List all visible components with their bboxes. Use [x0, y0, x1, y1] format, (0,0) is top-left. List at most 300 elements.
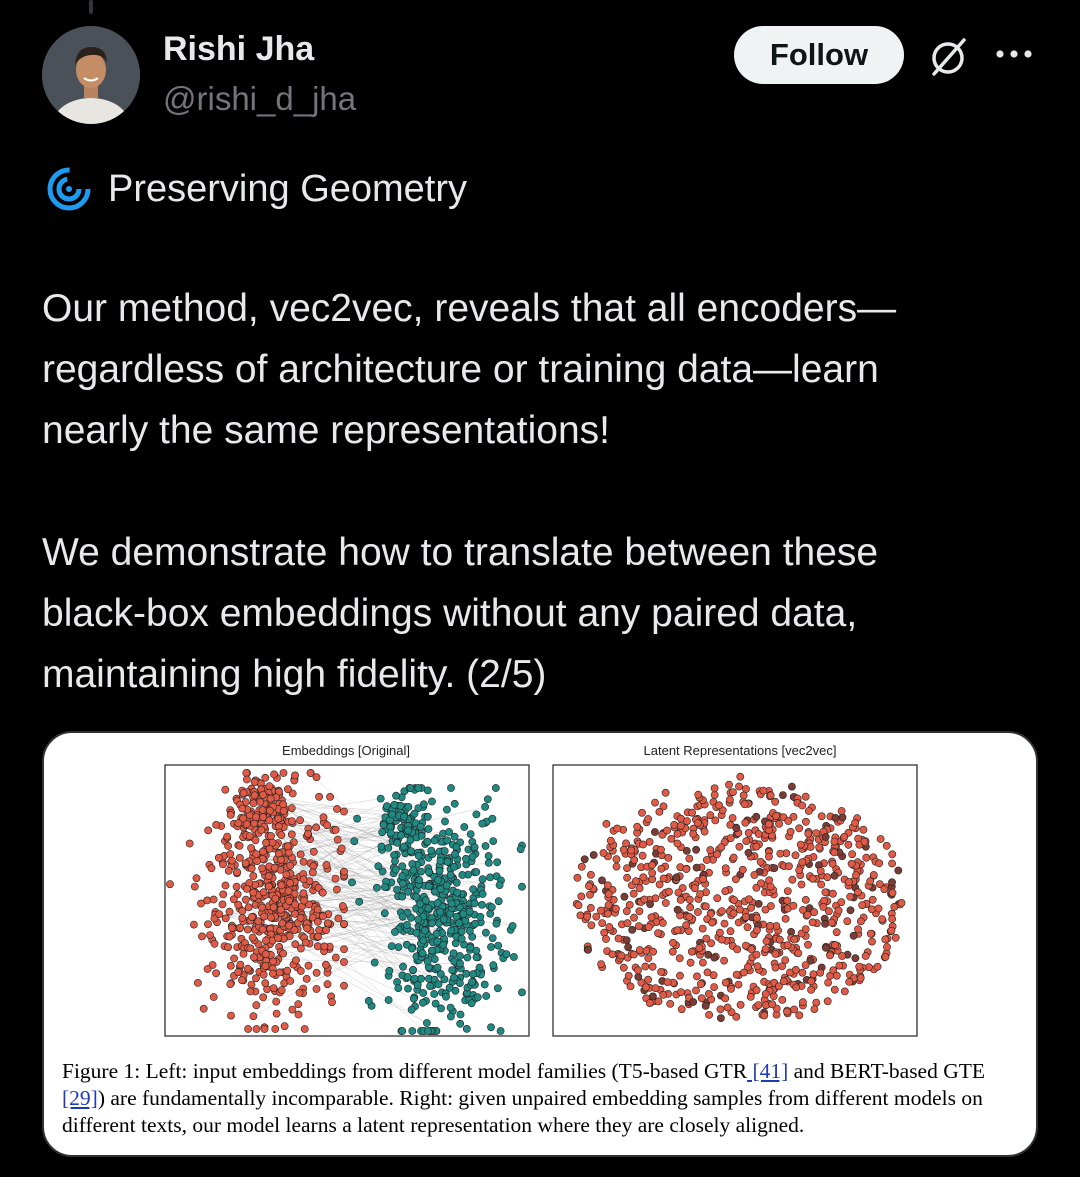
- latent-point: [732, 876, 739, 883]
- latent-point: [651, 828, 658, 835]
- gte-embedding-point: [473, 811, 480, 818]
- gte-embedding-point: [461, 823, 468, 830]
- gte-embedding-point: [485, 859, 492, 866]
- latent-point: [729, 789, 736, 796]
- latent-point: [648, 914, 655, 921]
- gtr-embedding-point: [296, 989, 303, 996]
- gtr-embedding-point: [297, 851, 304, 858]
- gtr-embedding-point: [280, 807, 287, 814]
- gte-embedding-point: [467, 944, 474, 951]
- gte-embedding-point: [399, 1027, 406, 1034]
- latent-point: [796, 825, 803, 832]
- latent-point: [686, 855, 693, 862]
- gte-embedding-point: [510, 953, 517, 960]
- latent-point: [642, 963, 649, 970]
- latent-point: [847, 893, 854, 900]
- latent-point: [782, 957, 789, 964]
- gte-embedding-point: [453, 843, 460, 850]
- latent-point: [777, 850, 784, 857]
- gtr-embedding-point: [258, 904, 265, 911]
- latent-point: [825, 979, 832, 986]
- gtr-embedding-point: [257, 798, 264, 805]
- gtr-embedding-point: [332, 826, 339, 833]
- latent-point: [730, 854, 737, 861]
- latent-point: [841, 833, 848, 840]
- gtr-embedding-point: [258, 826, 265, 833]
- gte-embedding-point: [451, 851, 458, 858]
- gtr-embedding-point: [324, 822, 331, 829]
- latent-point: [687, 959, 694, 966]
- gtr-embedding-point: [283, 871, 290, 878]
- latent-point: [598, 877, 605, 884]
- gtr-embedding-point: [222, 786, 229, 793]
- gtr-embedding-point: [250, 872, 257, 879]
- latent-point: [629, 926, 636, 933]
- latent-point: [689, 809, 696, 816]
- gtr-embedding-point: [197, 900, 204, 907]
- gtr-embedding-point: [323, 861, 330, 868]
- latent-point: [705, 990, 712, 997]
- gte-embedding-point: [446, 828, 453, 835]
- latent-point: [854, 926, 861, 933]
- latent-point: [590, 851, 597, 858]
- latent-point: [620, 846, 627, 853]
- latent-point: [636, 908, 643, 915]
- latent-point: [609, 951, 616, 958]
- gte-embedding-point: [389, 811, 396, 818]
- gtr-embedding-point: [253, 851, 260, 858]
- gte-embedding-point: [484, 796, 491, 803]
- latent-point: [724, 1004, 731, 1011]
- latent-point: [859, 902, 866, 909]
- latent-point: [578, 863, 585, 870]
- gte-embedding-point: [395, 985, 402, 992]
- gtr-embedding-point: [250, 800, 257, 807]
- gte-embedding-point: [464, 954, 471, 961]
- gte-embedding-point: [448, 927, 455, 934]
- gtr-embedding-point: [323, 927, 330, 934]
- latent-point: [766, 877, 773, 884]
- latent-point: [838, 899, 845, 906]
- latent-point: [711, 954, 718, 961]
- gte-embedding-point: [408, 945, 415, 952]
- latent-point: [655, 998, 662, 1005]
- latent-point: [817, 867, 824, 874]
- latent-point: [888, 879, 895, 886]
- gte-embedding-point: [450, 974, 457, 981]
- latent-point: [696, 944, 703, 951]
- latent-point: [742, 913, 749, 920]
- gte-embedding-point: [503, 951, 510, 958]
- latent-point: [767, 922, 774, 929]
- gte-embedding-point: [437, 857, 444, 864]
- latent-point: [574, 874, 581, 881]
- gte-embedding-point: [420, 989, 427, 996]
- gtr-embedding-point: [297, 967, 304, 974]
- latent-point: [822, 920, 829, 927]
- latent-point: [625, 944, 632, 951]
- latent-point: [808, 986, 815, 993]
- gte-embedding-point: [447, 1013, 454, 1020]
- gtr-embedding-point: [226, 908, 233, 915]
- latent-point: [833, 972, 840, 979]
- latent-point: [733, 1013, 740, 1020]
- gte-embedding-point: [392, 866, 399, 873]
- gtr-embedding-point: [273, 1010, 280, 1017]
- gte-embedding-point: [424, 958, 431, 965]
- latent-point: [761, 1012, 768, 1019]
- latent-point: [849, 851, 856, 858]
- gtr-embedding-point: [303, 975, 310, 982]
- latent-point: [605, 890, 612, 897]
- gtr-embedding-point: [239, 907, 246, 914]
- gtr-embedding-point: [265, 883, 272, 890]
- latent-point: [674, 840, 681, 847]
- gtr-embedding-point: [238, 977, 245, 984]
- latent-point: [651, 799, 658, 806]
- gtr-embedding-point: [194, 979, 201, 986]
- latent-point: [745, 896, 752, 903]
- latent-point: [577, 912, 584, 919]
- gtr-embedding-point: [236, 854, 243, 861]
- gtr-embedding-point: [226, 933, 233, 940]
- latent-point: [784, 897, 791, 904]
- gte-embedding-point: [489, 815, 496, 822]
- latent-point: [839, 814, 846, 821]
- gtr-embedding-point: [271, 864, 278, 871]
- author-name[interactable]: Rishi Jha: [163, 30, 315, 68]
- latent-point: [861, 838, 868, 845]
- latent-point: [784, 888, 791, 895]
- latent-point: [636, 946, 643, 953]
- latent-point: [822, 944, 829, 951]
- gtr-embedding-point: [285, 888, 292, 895]
- gte-embedding-point: [407, 784, 414, 791]
- gtr-embedding-point: [259, 926, 266, 933]
- latent-point: [604, 882, 611, 889]
- gte-embedding-point: [441, 976, 448, 983]
- latent-point: [792, 852, 799, 859]
- gte-embedding-point: [456, 980, 463, 987]
- latent-point: [727, 835, 734, 842]
- latent-point: [669, 948, 676, 955]
- left-panel-title: Embeddings [Original]: [282, 743, 410, 758]
- latent-point: [811, 1006, 818, 1013]
- latent-point: [813, 999, 820, 1006]
- latent-point: [736, 843, 743, 850]
- latent-point: [883, 842, 890, 849]
- latent-point: [754, 963, 761, 970]
- latent-point: [862, 952, 869, 959]
- gtr-embedding-point: [324, 920, 331, 927]
- gtr-embedding-point: [259, 865, 266, 872]
- gte-embedding-point: [388, 943, 395, 950]
- citation-link-29[interactable]: [29]: [62, 1086, 98, 1110]
- gte-embedding-point: [393, 886, 400, 893]
- gte-embedding-point: [449, 967, 456, 974]
- gtr-embedding-point: [204, 965, 211, 972]
- gtr-embedding-point: [220, 891, 227, 898]
- gtr-embedding-point: [255, 918, 262, 925]
- gte-embedding-point: [444, 837, 451, 844]
- latent-point: [892, 934, 899, 941]
- latent-point: [677, 989, 684, 996]
- gte-embedding-point: [418, 868, 425, 875]
- gte-embedding-point: [423, 1019, 430, 1026]
- gtr-embedding-point: [335, 915, 342, 922]
- latent-point: [725, 781, 732, 788]
- latent-point: [690, 830, 697, 837]
- latent-point: [798, 881, 805, 888]
- latent-point: [645, 924, 652, 931]
- gtr-embedding-point: [208, 865, 215, 872]
- latent-point: [877, 835, 884, 842]
- gte-embedding-point: [409, 1027, 416, 1034]
- latent-point: [870, 871, 877, 878]
- latent-point: [856, 963, 863, 970]
- latent-point: [717, 1015, 724, 1022]
- latent-point: [687, 904, 694, 911]
- gtr-embedding-point: [242, 860, 249, 867]
- latent-point: [755, 900, 762, 907]
- gte-embedding-point: [479, 876, 486, 883]
- gtr-embedding-point: [300, 858, 307, 865]
- latent-point: [845, 878, 852, 885]
- gtr-embedding-point: [297, 914, 304, 921]
- latent-point: [694, 908, 701, 915]
- gtr-embedding-point: [186, 840, 193, 847]
- latent-point: [656, 808, 663, 815]
- gtr-embedding-point: [316, 926, 323, 933]
- gtr-embedding-point: [305, 962, 312, 969]
- gtr-embedding-point: [204, 921, 211, 928]
- gtr-embedding-point: [332, 954, 339, 961]
- gte-embedding-point: [487, 910, 494, 917]
- latent-point: [664, 979, 671, 986]
- latent-point: [857, 974, 864, 981]
- gtr-embedding-point: [300, 890, 307, 897]
- latent-point: [630, 890, 637, 897]
- latent-point: [647, 901, 654, 908]
- gtr-embedding-point: [265, 873, 272, 880]
- gtr-embedding-point: [222, 915, 229, 922]
- latent-point: [809, 919, 816, 926]
- latent-point: [802, 896, 809, 903]
- grok-icon[interactable]: [926, 34, 970, 78]
- latent-point: [659, 919, 666, 926]
- latent-point: [660, 991, 667, 998]
- gtr-embedding-point: [314, 918, 321, 925]
- gtr-embedding-point: [309, 869, 316, 876]
- gtr-embedding-point: [248, 844, 255, 851]
- latent-point: [727, 985, 734, 992]
- gte-embedding-point: [497, 1027, 504, 1034]
- latent-point: [727, 928, 734, 935]
- gte-embedding-point: [474, 994, 481, 1001]
- gtr-embedding-point: [243, 885, 250, 892]
- latent-point: [646, 838, 653, 845]
- latent-point: [709, 919, 716, 926]
- gte-embedding-point: [456, 952, 463, 959]
- topic-header[interactable]: [44, 166, 467, 212]
- latent-point: [736, 906, 743, 913]
- latent-point: [645, 976, 652, 983]
- latent-point: [676, 955, 683, 962]
- latent-point: [665, 888, 672, 895]
- latent-point: [835, 907, 842, 914]
- latent-point: [707, 846, 714, 853]
- gtr-embedding-point: [319, 889, 326, 896]
- gte-embedding-point: [381, 884, 388, 891]
- latent-point: [635, 973, 642, 980]
- latent-point: [804, 941, 811, 948]
- gtr-embedding-point: [206, 932, 213, 939]
- gte-embedding-point: [447, 1004, 454, 1011]
- latent-point: [818, 813, 825, 820]
- latent-point: [895, 867, 902, 874]
- latent-point: [765, 853, 772, 860]
- gte-embedding-point: [405, 888, 412, 895]
- latent-point: [718, 908, 725, 915]
- latent-point: [638, 809, 645, 816]
- latent-point: [802, 926, 809, 933]
- latent-point: [850, 932, 857, 939]
- citation-link-41[interactable]: [41]: [747, 1059, 789, 1083]
- latent-point: [692, 987, 699, 994]
- latent-point: [869, 896, 876, 903]
- latent-point: [845, 841, 852, 848]
- author-handle[interactable]: @rishi_d_jha: [163, 80, 357, 117]
- latent-point: [852, 872, 859, 879]
- thread-connector-line: [89, 0, 93, 14]
- latent-point: [740, 969, 747, 976]
- latent-point: [626, 901, 633, 908]
- gtr-embedding-point: [320, 814, 327, 821]
- gtr-embedding-point: [333, 805, 340, 812]
- latent-point: [854, 889, 861, 896]
- gtr-embedding-point: [333, 886, 340, 893]
- latent-point: [630, 914, 637, 921]
- gte-embedding-point: [431, 956, 438, 963]
- gtr-embedding-point: [289, 1006, 296, 1013]
- latent-point: [729, 814, 736, 821]
- latent-point: [898, 899, 905, 906]
- gtr-embedding-point: [295, 1001, 302, 1008]
- gtr-embedding-point: [166, 881, 173, 888]
- latent-point: [876, 860, 883, 867]
- gtr-embedding-point: [253, 1002, 260, 1009]
- latent-point: [772, 964, 779, 971]
- gtr-embedding-point: [222, 882, 229, 889]
- gte-embedding-point: [431, 990, 438, 997]
- gtr-embedding-point: [250, 1013, 257, 1020]
- latent-point: [712, 817, 719, 824]
- latent-point: [838, 807, 845, 814]
- gtr-embedding-point: [262, 937, 269, 944]
- gtr-embedding-point: [261, 1025, 268, 1032]
- right-panel-title: Latent Representations [vec2vec]: [643, 743, 837, 758]
- latent-point: [702, 1002, 709, 1009]
- gtr-embedding-point: [291, 772, 298, 779]
- gtr-embedding-point: [340, 946, 347, 953]
- latent-point: [757, 858, 764, 865]
- tweet-text: [42, 278, 1032, 705]
- latent-point: [643, 947, 650, 954]
- latent-point: [805, 807, 812, 814]
- latent-point: [693, 864, 700, 871]
- gtr-embedding-point: [227, 850, 234, 857]
- gte-embedding-point: [458, 935, 465, 942]
- gtr-embedding-point: [270, 958, 277, 965]
- figure-image-card[interactable]: [42, 731, 1038, 1157]
- latent-point: [640, 841, 647, 848]
- gte-embedding-point: [348, 879, 355, 886]
- latent-point: [674, 927, 681, 934]
- gtr-embedding-point: [252, 975, 259, 982]
- gtr-embedding-point: [300, 876, 307, 883]
- latent-point: [857, 918, 864, 925]
- gte-embedding-point: [473, 868, 480, 875]
- gte-embedding-point: [466, 927, 473, 934]
- gte-embedding-point: [399, 880, 406, 887]
- avatar[interactable]: [42, 26, 140, 124]
- gtr-embedding-point: [310, 848, 317, 855]
- tweet-paragraph-1: Our method, vec2vec, reveals that all encoders— regardless of architecture or training data—learn nearly the same representations!: [42, 287, 897, 452]
- gte-embedding-point: [425, 1027, 432, 1034]
- gte-embedding-point: [373, 884, 380, 891]
- latent-point: [831, 986, 838, 993]
- latent-point: [733, 825, 740, 832]
- latent-point: [721, 920, 728, 927]
- more-horizontal-icon[interactable]: [994, 42, 1034, 66]
- latent-point: [613, 856, 620, 863]
- gte-embedding-point: [428, 847, 435, 854]
- latent-point: [673, 874, 680, 881]
- gtr-embedding-point: [250, 954, 257, 961]
- latent-point: [802, 793, 809, 800]
- latent-point: [804, 911, 811, 918]
- gtr-embedding-point: [243, 776, 250, 783]
- latent-point: [585, 882, 592, 889]
- latent-point: [587, 904, 594, 911]
- gtr-embedding-point: [244, 965, 251, 972]
- gtr-embedding-point: [272, 895, 279, 902]
- gte-embedding-point: [351, 838, 358, 845]
- latent-point: [799, 859, 806, 866]
- gte-embedding-point: [421, 927, 428, 934]
- gtr-embedding-point: [291, 927, 298, 934]
- gtr-embedding-point: [284, 786, 291, 793]
- gte-embedding-point: [375, 863, 382, 870]
- gtr-embedding-point: [313, 824, 320, 831]
- gtr-embedding-point: [243, 769, 250, 776]
- latent-point: [795, 950, 802, 957]
- gte-embedding-point: [490, 838, 497, 845]
- gtr-embedding-point: [219, 861, 226, 868]
- latent-point: [844, 918, 851, 925]
- gtr-embedding-point: [254, 858, 261, 865]
- follow-button[interactable]: Follow: [734, 26, 904, 84]
- gte-embedding-point: [408, 1006, 415, 1013]
- gte-embedding-point: [425, 825, 432, 832]
- latent-point: [773, 812, 780, 819]
- gtr-embedding-point: [231, 955, 238, 962]
- latent-point: [621, 893, 628, 900]
- latent-point: [793, 984, 800, 991]
- latent-point: [701, 828, 708, 835]
- gtr-embedding-point: [245, 904, 252, 911]
- gtr-embedding-point: [275, 815, 282, 822]
